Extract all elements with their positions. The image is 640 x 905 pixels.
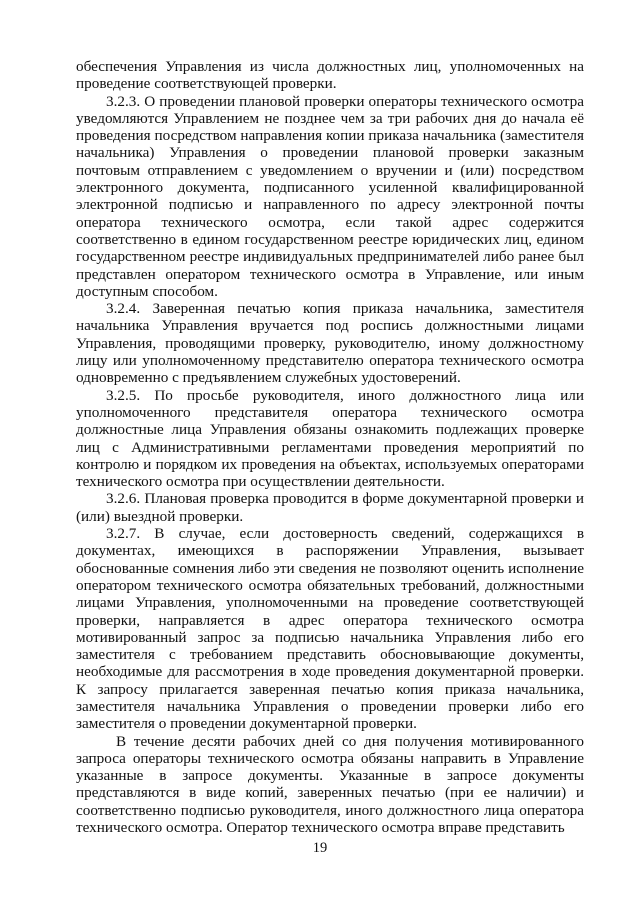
paragraph-continuation: обеспечения Управления из числа должностных лиц, уполномоченных на проведение соответствующей проверки. [76, 58, 584, 93]
paragraph-3-2-3: 3.2.3. О проведении плановой проверки операторы технического осмотра уведомляются Управлением не позднее чем за три рабочих дня до начала её проведения посредством направления копии приказа начальника (заместителя начальника) Управления о проведении плановой проверки заказным почтовым отправлением с уведомлением о вручении и (или) посредством электронного документа, подписанного усиленной квалифицированной электронной подписью и направленного по адресу электронной почты оператора технического осмотра, если такой адрес содержится соответственно в едином государственном реестре юридических лиц, едином государственном реестре индивидуальных предпринимателей либо ранее был представлен оператором технического осмотра в Управление, или иным доступным способом. [76, 92, 584, 300]
paragraph-ten-days: В течение десяти рабочих дней со дня получения мотивированного запроса операторы технического осмотра обязаны направить в Управление указанные в запросе документы. Указанные в запросе документы представляются в виде копий, заверенных печатью (при ее наличии) и соответственно подписью руководителя, иного должностного лица оператора технического осмотра. Оператор технического осмотра вправе представить [76, 732, 584, 837]
paragraph-3-2-6: 3.2.6. Плановая проверка проводится в форме документарной проверки и (или) выездной проверки. [76, 490, 584, 525]
paragraph-3-2-7: 3.2.7. В случае, если достоверность сведений, содержащихся в документах, имеющихся в распоряжении Управления, вызывает обоснованные сомнения либо эти сведения не позволяют оценить исполнение оператором технического осмотра обязательных требований, должностными лицами Управления, уполномоченными на проведение соответствующей проверки, направляется в адрес оператора технического осмотра мотивированный запрос за подписью начальника Управления либо его заместителя с требованием представить обосновывающие документы, необходимые для рассмотрения в ходе проведения документарной проверки. К запросу прилагается заверенная печатью копия приказа начальника, заместителя начальника Управления о проведении проверки либо его заместителя о проведении документарной проверки. [76, 525, 584, 733]
paragraph-3-2-5: 3.2.5. По просьбе руководителя, иного должностного лица или уполномоченного представителя оператора технического осмотра должностные лица Управления обязаны ознакомить подлежащих проверке лиц с Административными регламентами проведения мероприятий по контролю и порядком их проведения на объектах, используемых операторами технического осмотра при осуществлении деятельности. [76, 386, 584, 491]
paragraph-3-2-4: 3.2.4. Заверенная печатью копия приказа начальника, заместителя начальника Управления вручается под роспись должностными лицами Управления, проводящими проверку, руководителю, иному должностному лицу или уполномоченному представителю оператора технического осмотра одновременно с предъявлением служебных удостоверений. [76, 300, 584, 387]
page-number: 19 [312, 840, 328, 856]
body-text [76, 58, 584, 836]
